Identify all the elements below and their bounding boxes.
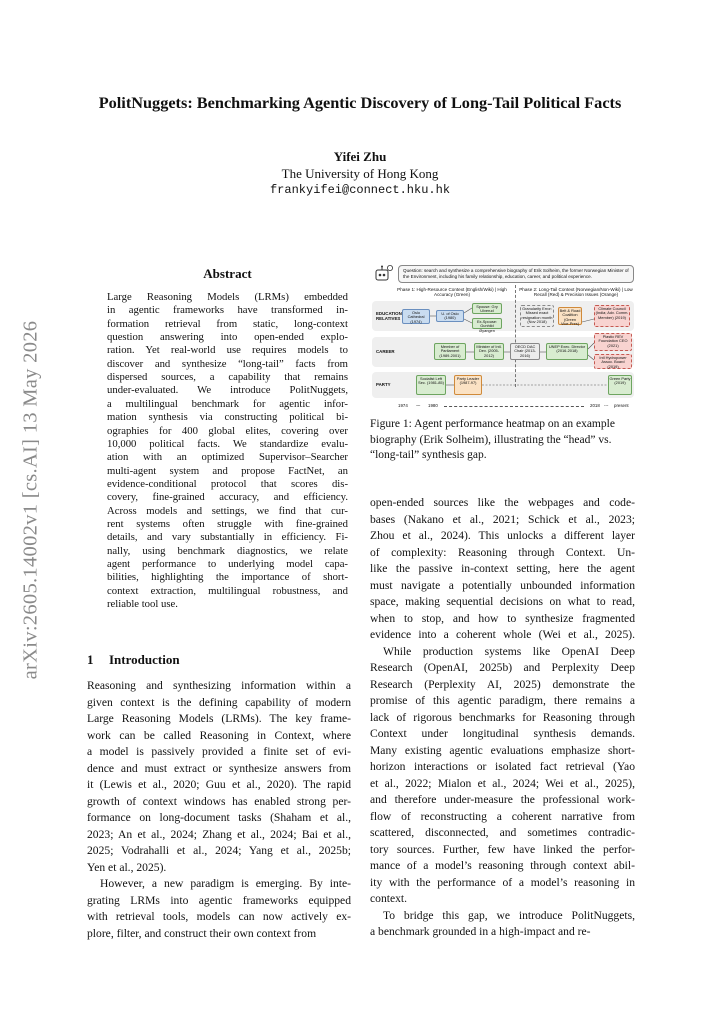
body-line: Research (Perplexity AI, 2025) demonstrate the [370,677,635,691]
abstract-line: mation synthesis via constructing political bi- [107,411,348,424]
body-line: Context under longitudinal synthesis demands. [370,727,635,740]
band-career: CAREER [372,337,634,367]
abstract-line: bilities, highlighting the importance of short- [107,571,348,584]
author-affiliation: The University of Hong Kong [281,166,439,181]
body-line: flow of reconstructing a coherent narrative from [370,809,635,823]
node-unep: UNEP Exec. Director (2016-2018) [546,343,588,360]
abstract-line: Large Reasoning Models (LRMs) embedded [107,291,348,303]
caption-line: “long-tail” synthesis gap. [370,449,487,461]
body-line: bases (Nakano et al., 2021; Schick et al., 2023; [370,512,635,526]
abstract-heading: Abstract [203,266,252,281]
abstract-line: details, and vary substantially in efficiency. Fi- [107,531,348,544]
body-line: and therefore under-measure the professional work- [370,793,635,806]
body-line: when to stop, and how to synthesize fragmented [370,611,635,625]
body-line: Research (OpenAI, 2025b) and Perplexity Deep [370,661,635,674]
abstract-line: dispersed sources, a capability that remains [107,371,348,384]
arxiv-identifier: arXiv:2605.14002v1 [cs.AI] 13 May 2026 [19,320,42,680]
body-line: scattered, disconnected, and sometimes contradic- [370,826,635,839]
node-belt-road: Belt & Road Coalition (Green Vice-Pres) [559,307,581,327]
body-line: plore, filter, and construct their own context from [87,926,317,940]
node-ex-spouse: Ex-Spouse: Gunhild Øyangen [472,318,502,329]
node-green-party: Green Party (2019) [608,375,632,395]
caption-line: Figure 1: Agent performance heatmap on an example [370,418,615,430]
figure-caption [370,417,635,464]
node-member-parliament: Member of Parliament (1989-2001) [434,343,466,360]
body-line: space, making sequential decisions on what to read, [370,595,635,608]
section-title: Introduction [109,652,180,667]
abstract-line: rent systems often struggle with fine-grained [107,517,348,530]
body-line: work can be called Reasoning in Context, where [87,728,351,742]
band-party: PARTY [372,372,634,398]
body-line: lack of rigorous benchmarks for Reasoning through [370,710,635,724]
timeline-1980: 1980 [428,403,438,408]
abstract-line: discover and synthesize “long-tail” facts from [107,357,348,370]
body-line: promise of this agentic paradigm, there remains a [370,694,635,707]
body-line: growth of context windows has enabled strong per- [87,794,351,808]
body-line: of complexity: Reasoning through Context. Un- [370,545,635,559]
body-line: However, a new paradigm is emerging. By inte- [100,877,351,890]
body-line: must navigate a potentially unbounded information [370,578,635,592]
body-line: et al., 2022; Mialon et al., 2024; Wei et al., 2025), [370,776,635,790]
body-line: dence and must extract or synthesize answers from [87,761,351,775]
body-line: Large Reasoning Models (LRMs). The key frame- [87,712,351,725]
question-box: Question: search and synthesize a comprehensive biography of Erik Solheim, the former Norwegian Minister of the Environment, including his family relationship, education, career, and political experience. [398,265,634,283]
figure-1: Question: search and synthesize a comprehensive biography of Erik Solheim, the former Norwegian Minister of the Environment, including his family relationship, education, career, and political experience. Phase 1: High-Resource Context (English/Wiki) | High Accuracy (Green) Phase 2: Long-Tail Context (Norwegian/Non-Wiki) | Low Recall (Red) & Precision Issues (Orange) EDUCATION RELATIVES CAREER PARTY Oslo Cathedral (1974) U. of Oslo (1980) Spouse: Gry Ulverud Ex-Spouse: Gunhild Øyangen Granularity Error: Missed exact resignation month (Nov 2018) Belt & Road Coalition (Green Vice-Pres) Climate Council (India; Adv. Comm. Member) (2019) Member of Parliament (1989-2001) Minister of Intl. Dev. (2005-2012) OECD DAC Chair (2013-2016) UNEP Exec. Director (2016-2018) Plastic REV Foundation CEO (2021) Intl Hydropower Assoc. Board (2019) Socialist Left Sec. (1981-85) Party Leader (1987-97) Green Party (2019) 1974 ---- 1980 2018 --- present [370,263,636,413]
body-line: evidence into a coherent whole (Wei et al., 2025). [370,628,635,641]
section-number: 1 [87,652,94,667]
abstract-line: multi-agent system and propose FactNet, an [107,464,348,477]
node-spouse: Spouse: Gry Ulverud [472,303,502,314]
abstract-line: formation retrieval from static, long-context [107,317,348,330]
abstract-line: ation with an optimized Supervisor–Searcher [107,451,348,464]
section-heading [87,652,180,668]
body-line: grating LRMs into agentic frameworks equipped [87,893,351,907]
abstract-line: context extraction, multilingual robustness, and [107,584,348,597]
abstract-line: nally, using benchmark diagnostics, we relate [107,544,348,557]
body-line: 2025; Vodrahalli et al., 2024; Yang et al., 2025b; [87,844,351,857]
timeline-start: 1974 [398,403,408,408]
body-line: tory sources. Further, few have linked the perfor- [370,842,635,856]
phase2-label: Phase 2: Long-Tail Context (Norwegian/Non-Wiki) | Low Recall (Red) & Precision Issues (Orange) [519,287,633,298]
abstract-line: 10,000 political facts. We standardize evalu- [107,437,348,450]
node-hydropower: Intl Hydropower Assoc. Board (2019) [594,354,632,369]
abstract-line: question answering into open-ended explo- [107,331,348,344]
body-line: open-ended sources like the webpages and code- [370,496,635,509]
body-line: a benchmark grounded in a high-impact and re- [370,925,591,938]
caption-line: biography (Erik Solheim), illustrating the “head” vs. [370,433,612,446]
body-line: a model is passively provided a finite set of evi- [87,745,351,758]
abstract-line: ographies for 400 global elites, covering over [107,424,348,437]
timeline-2018: 2018 [590,403,600,408]
phase1-label: Phase 1: High-Resource Context (English/Wiki) | High Accuracy (Green) [397,287,507,298]
body-line: Reasoning and synthesizing information within a [87,679,351,692]
author-email: frankyifei@connect.hku.hk [269,183,451,197]
body-line: ity with the performance of a model’s reasoning in [370,875,635,889]
node-party-leader: Party Leader (1987-97) [454,375,482,395]
abstract-line: in agentic frameworks have transformed in- [107,304,348,317]
paper-title: PolitNuggets: Benchmarking Agentic Discovery of Long-Tail Political Facts [98,93,622,112]
abstract-line: under-evaluated. We introduce PolitNuggets, [107,384,348,397]
body-line: Many existing agentic evaluations emphasize short- [370,743,635,757]
node-socialist-left: Socialist Left Sec. (1981-85) [416,375,446,395]
node-oslo-cathedral: Oslo Cathedral (1974) [402,309,430,324]
body-line: context. [370,892,408,905]
author-name: Yifei Zhu [333,149,387,164]
timeline-present: present [614,403,629,408]
body-line: Zhou et al., 2024). This unlocks a different layer [370,529,635,542]
body-line: like the passive in-context setting, here the agent [370,562,635,575]
node-granularity-error: Granularity Error: Missed exact resignation month (Nov 2018) [520,305,554,327]
abstract-line: evidence-conditional protocol that scores dis- [107,477,348,490]
node-plastic-rev: Plastic REV Foundation CEO (2021) [594,333,632,351]
body-line: While production systems like OpenAI Deep [383,644,635,658]
body-line: Yen et al., 2025). [87,860,167,874]
abstract-line: agent performance to underlying model capa- [107,558,348,570]
abstract-line: a multilingual benchmark for agentic infor- [107,397,348,410]
node-uio: U. of Oslo (1980) [436,310,464,322]
band-education: EDUCATION RELATIVES [372,301,634,331]
node-climate-council: Climate Council (India; Adv. Comm. Member) (2019) [594,305,630,327]
body-line: formance on long-document tasks (Shaham et al., [87,811,351,824]
abstract-line: Across models and settings, we find that cur- [107,504,348,517]
body-line: 2023; An et al., 2024; Zhang et al., 2024; Bai et al., [87,827,351,841]
abstract-line: covery, fine-grained accuracy, and efficiency. [107,491,348,504]
body-line: To bridge this gap, we introduce PolitNuggets, [383,908,635,922]
abstract-line: reliable tool use. [107,598,178,611]
body-line: it (Lewis et al., 2020; Guu et al., 2020). The rapid [87,778,351,791]
body-line: mance of a model’s reasoning through context abil- [370,859,635,872]
abstract-line: ration. Yet real-world use requires models to [107,344,348,357]
node-oecd: OECD DAC Chair (2013-2016) [510,343,540,360]
body-line: horizon interactions or isolated fact retrieval (Yao [370,760,635,773]
body-line: with retrieval tools, models can now actively ex- [87,910,351,923]
node-minister: Minister of Intl. Dev. (2005-2012) [474,343,504,360]
body-line: given context is the defining capability of modern [87,695,351,709]
